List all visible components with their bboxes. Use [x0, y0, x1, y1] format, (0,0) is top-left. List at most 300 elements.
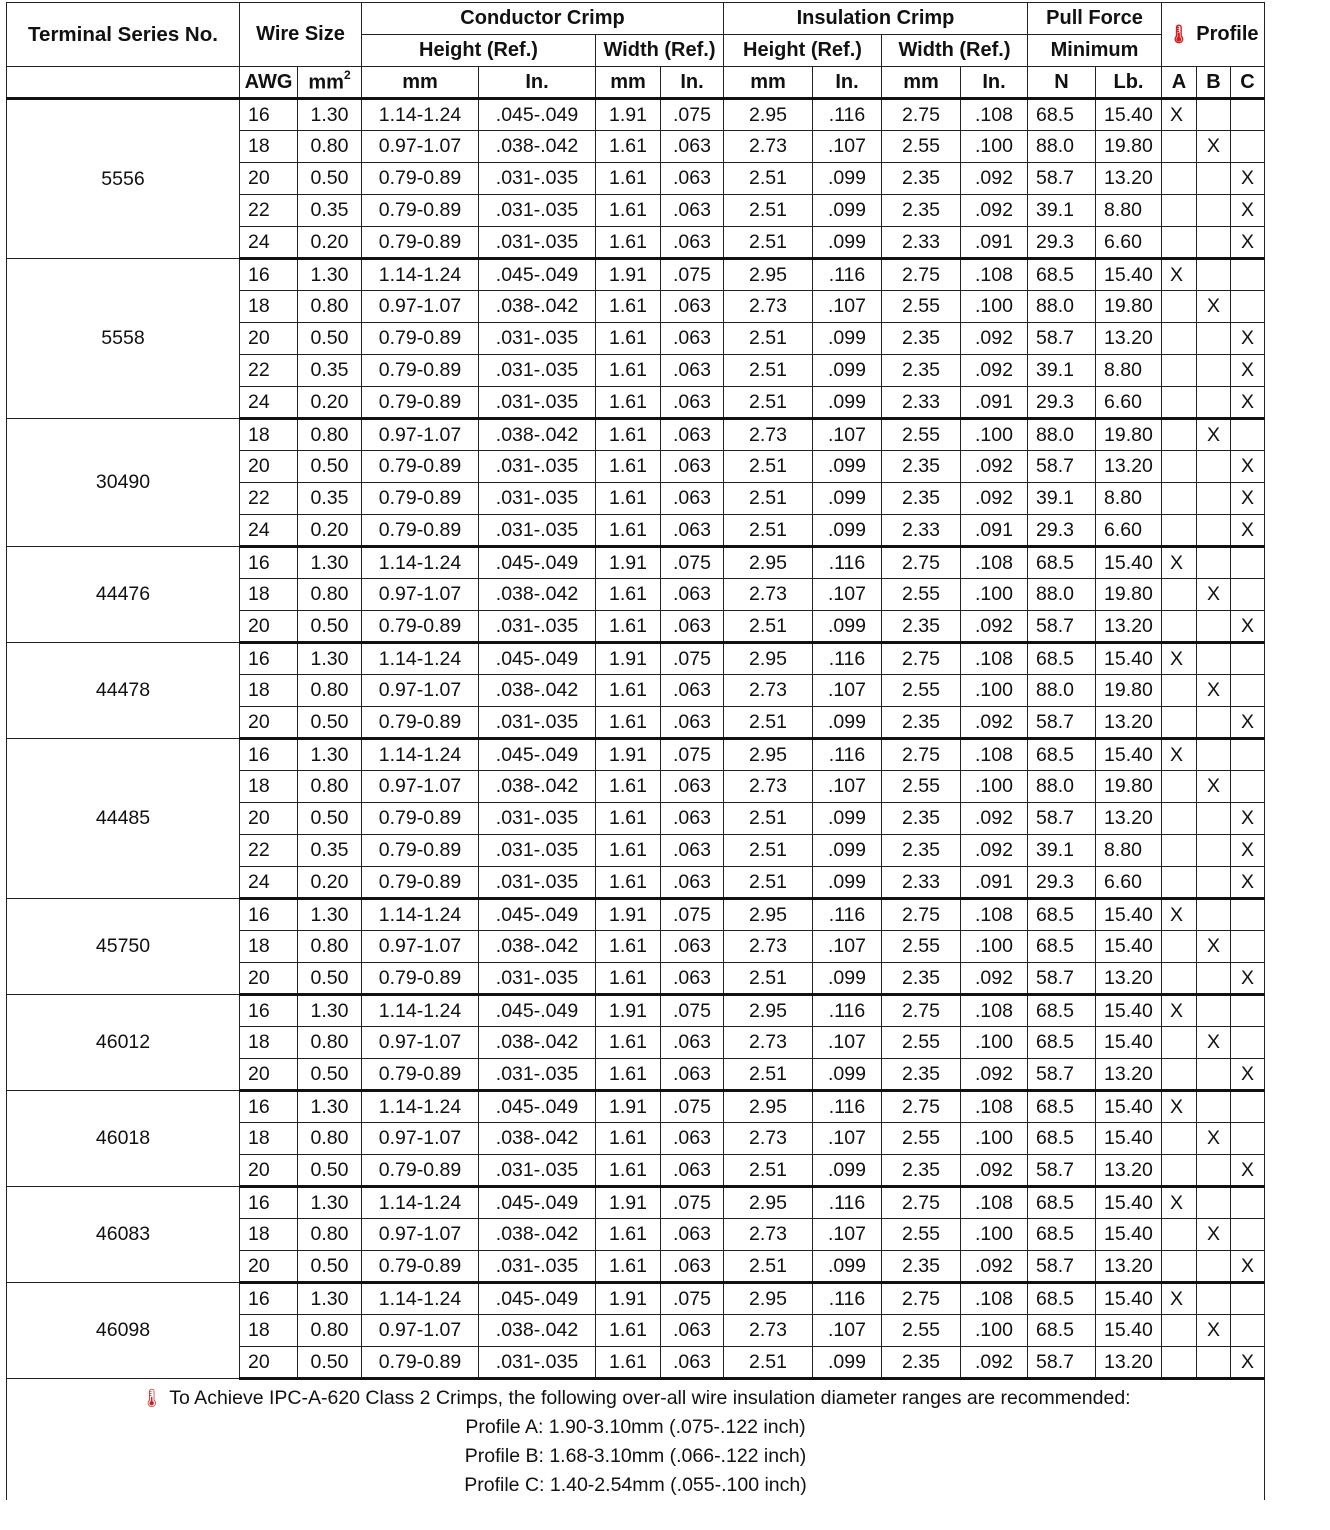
profile-mark-cell	[1197, 227, 1231, 259]
table-cell: 1.91	[596, 899, 661, 931]
profile-mark-cell	[1197, 451, 1231, 483]
table-cell: .099	[813, 195, 882, 227]
profile-mark-cell	[1197, 1091, 1231, 1123]
table-cell: 2.55	[882, 931, 961, 963]
terminal-series-cell: 30490	[7, 419, 240, 547]
table-cell: 1.61	[596, 579, 661, 611]
profile-mark-cell: X	[1197, 675, 1231, 707]
profile-mark-cell	[1162, 803, 1197, 835]
table-cell: .092	[961, 451, 1028, 483]
table-cell: 16	[240, 643, 298, 675]
terminal-series-cell: 45750	[7, 899, 240, 995]
table-cell: 0.79-0.89	[362, 163, 479, 195]
table-cell: 0.35	[298, 835, 362, 867]
table-cell: .031-.035	[479, 1347, 596, 1379]
table-cell: 0.79-0.89	[362, 483, 479, 515]
table-cell: .063	[661, 419, 724, 451]
pull-force-header: Pull Force	[1028, 3, 1162, 35]
table-cell: .063	[661, 451, 724, 483]
profile-mark-cell: X	[1231, 355, 1265, 387]
table-cell: 68.5	[1028, 643, 1096, 675]
table-cell: .038-.042	[479, 131, 596, 163]
profile-mark-cell: X	[1231, 387, 1265, 419]
table-cell: 0.20	[298, 867, 362, 899]
table-cell: 68.5	[1028, 1315, 1096, 1347]
table-cell: 13.20	[1096, 1347, 1162, 1379]
table-cell: 2.51	[724, 963, 813, 995]
profile-mark-cell	[1162, 1347, 1197, 1379]
table-cell: .092	[961, 611, 1028, 643]
table-cell: 18	[240, 931, 298, 963]
table-cell: .031-.035	[479, 707, 596, 739]
table-cell: .063	[661, 227, 724, 259]
table-cell: 20	[240, 707, 298, 739]
profile-mark-cell	[1231, 675, 1265, 707]
table-cell: 0.80	[298, 291, 362, 323]
table-cell: 19.80	[1096, 579, 1162, 611]
table-cell: .063	[661, 675, 724, 707]
table-row	[7, 643, 1265, 675]
table-cell: 1.61	[596, 323, 661, 355]
table-cell: 24	[240, 227, 298, 259]
thermometer-icon: 🌡	[1167, 24, 1191, 44]
table-cell: 0.50	[298, 323, 362, 355]
table-cell: 0.80	[298, 931, 362, 963]
terminal-series-cell: 44485	[7, 739, 240, 899]
table-cell: 1.14-1.24	[362, 99, 479, 131]
table-cell: 2.51	[724, 451, 813, 483]
table-cell: 2.73	[724, 131, 813, 163]
table-cell: .031-.035	[479, 963, 596, 995]
table-cell: 2.55	[882, 579, 961, 611]
table-cell: 2.51	[724, 355, 813, 387]
table-cell: 39.1	[1028, 355, 1096, 387]
table-row	[7, 739, 1265, 771]
table-cell: 2.73	[724, 291, 813, 323]
profile-mark-cell: X	[1231, 835, 1265, 867]
table-cell: .063	[661, 131, 724, 163]
profile-mark-cell: X	[1197, 1123, 1231, 1155]
table-cell: 2.95	[724, 1091, 813, 1123]
table-cell: 39.1	[1028, 195, 1096, 227]
table-cell: .038-.042	[479, 291, 596, 323]
table-cell: .116	[813, 1187, 882, 1219]
table-cell: 0.35	[298, 355, 362, 387]
table-cell: 18	[240, 1123, 298, 1155]
profile-mark-cell: X	[1231, 451, 1265, 483]
profile-mark-cell: X	[1231, 1251, 1265, 1283]
table-cell: .100	[961, 771, 1028, 803]
table-cell: .063	[661, 1059, 724, 1091]
profile-mark-cell: X	[1162, 643, 1197, 675]
table-cell: .031-.035	[479, 451, 596, 483]
table-cell: 2.73	[724, 1315, 813, 1347]
table-cell: .045-.049	[479, 99, 596, 131]
table-cell: 2.75	[882, 99, 961, 131]
table-cell: 2.75	[882, 995, 961, 1027]
table-cell: 1.61	[596, 419, 661, 451]
unit-header: In.	[813, 67, 882, 99]
table-cell: 20	[240, 1059, 298, 1091]
table-cell: .063	[661, 707, 724, 739]
table-cell: 2.51	[724, 835, 813, 867]
table-cell: 1.61	[596, 483, 661, 515]
table-cell: 1.61	[596, 675, 661, 707]
table-cell: 15.40	[1096, 1027, 1162, 1059]
terminal-series-cell: 5558	[7, 259, 240, 419]
table-cell: 16	[240, 1091, 298, 1123]
profile-mark-cell: X	[1162, 1091, 1197, 1123]
table-cell: 24	[240, 867, 298, 899]
profile-mark-cell	[1197, 355, 1231, 387]
table-cell: 0.79-0.89	[362, 707, 479, 739]
table-cell: 18	[240, 579, 298, 611]
table-cell: .100	[961, 291, 1028, 323]
table-cell: 0.80	[298, 579, 362, 611]
table-cell: 0.80	[298, 419, 362, 451]
table-cell: 2.95	[724, 1283, 813, 1315]
table-cell: 19.80	[1096, 675, 1162, 707]
table-cell: 2.35	[882, 163, 961, 195]
table-cell: .063	[661, 803, 724, 835]
table-cell: 1.61	[596, 1347, 661, 1379]
profile-mark-cell: X	[1197, 131, 1231, 163]
table-cell: 0.80	[298, 675, 362, 707]
table-cell: 20	[240, 1251, 298, 1283]
table-cell: 68.5	[1028, 1123, 1096, 1155]
insulation-height-header: Height (Ref.)	[724, 35, 882, 67]
profile-mark-cell: X	[1231, 803, 1265, 835]
table-cell: 1.14-1.24	[362, 643, 479, 675]
table-cell: 1.61	[596, 515, 661, 547]
profile-mark-cell	[1162, 1155, 1197, 1187]
profile-mark-cell	[1197, 611, 1231, 643]
unit-header: mm	[882, 67, 961, 99]
table-cell: 2.95	[724, 259, 813, 291]
table-cell: 2.55	[882, 291, 961, 323]
table-cell: 88.0	[1028, 419, 1096, 451]
table-cell: 15.40	[1096, 643, 1162, 675]
table-cell: 15.40	[1096, 1187, 1162, 1219]
table-cell: 68.5	[1028, 1091, 1096, 1123]
profile-mark-cell: X	[1231, 323, 1265, 355]
profile-mark-cell	[1197, 259, 1231, 291]
profile-mark-cell	[1162, 195, 1197, 227]
profile-mark-cell	[1162, 515, 1197, 547]
table-cell: .116	[813, 739, 882, 771]
table-cell: 2.55	[882, 419, 961, 451]
profile-mark-cell: X	[1231, 1155, 1265, 1187]
table-cell: 15.40	[1096, 739, 1162, 771]
table-cell: 1.14-1.24	[362, 899, 479, 931]
table-cell: 0.97-1.07	[362, 1123, 479, 1155]
table-cell: .116	[813, 259, 882, 291]
table-cell: 19.80	[1096, 291, 1162, 323]
table-cell: 1.61	[596, 771, 661, 803]
table-cell: .099	[813, 1155, 882, 1187]
table-cell: 2.75	[882, 643, 961, 675]
profile-mark-cell	[1162, 579, 1197, 611]
table-cell: .108	[961, 995, 1028, 1027]
table-cell: 13.20	[1096, 803, 1162, 835]
table-cell: 0.50	[298, 1347, 362, 1379]
table-cell: .099	[813, 611, 882, 643]
profile-mark-cell	[1162, 675, 1197, 707]
table-cell: .031-.035	[479, 1155, 596, 1187]
table-cell: 2.73	[724, 931, 813, 963]
table-cell: .063	[661, 771, 724, 803]
table-cell: 22	[240, 355, 298, 387]
table-cell: 1.61	[596, 1155, 661, 1187]
table-cell: 1.14-1.24	[362, 1187, 479, 1219]
table-cell: .063	[661, 931, 724, 963]
profile-mark-cell	[1162, 355, 1197, 387]
table-cell: .075	[661, 643, 724, 675]
table-cell: 0.50	[298, 803, 362, 835]
table-cell: 13.20	[1096, 163, 1162, 195]
table-cell: .092	[961, 835, 1028, 867]
table-cell: 1.30	[298, 547, 362, 579]
table-cell: .031-.035	[479, 803, 596, 835]
table-cell: 2.51	[724, 515, 813, 547]
table-cell: 19.80	[1096, 419, 1162, 451]
profile-mark-cell: X	[1197, 771, 1231, 803]
footnote-profile-b: Profile B: 1.68-3.10mm (.066-.122 inch)	[464, 1445, 807, 1467]
unit-header: Lb.	[1096, 67, 1162, 99]
table-cell: .063	[661, 1155, 724, 1187]
table-cell: 8.80	[1096, 195, 1162, 227]
table-cell: .045-.049	[479, 259, 596, 291]
table-cell: .100	[961, 131, 1028, 163]
terminal-series-cell: 5556	[7, 99, 240, 259]
table-cell: 68.5	[1028, 1283, 1096, 1315]
profile-mark-cell: X	[1231, 163, 1265, 195]
table-cell: .075	[661, 739, 724, 771]
table-cell: 2.55	[882, 675, 961, 707]
profile-mark-cell	[1162, 611, 1197, 643]
table-cell: 1.91	[596, 1283, 661, 1315]
table-cell: 16	[240, 259, 298, 291]
profile-mark-cell	[1231, 1283, 1265, 1315]
table-cell: 2.51	[724, 1251, 813, 1283]
table-cell: 15.40	[1096, 931, 1162, 963]
table-cell: 0.80	[298, 1219, 362, 1251]
table-cell: 1.61	[596, 451, 661, 483]
table-cell: 29.3	[1028, 867, 1096, 899]
table-cell: 18	[240, 675, 298, 707]
table-cell: .108	[961, 643, 1028, 675]
table-cell: 1.61	[596, 1123, 661, 1155]
table-cell: .031-.035	[479, 227, 596, 259]
table-cell: 1.61	[596, 291, 661, 323]
table-cell: 0.50	[298, 611, 362, 643]
table-cell: 2.55	[882, 131, 961, 163]
table-cell: 2.51	[724, 611, 813, 643]
profile-mark-cell: X	[1197, 291, 1231, 323]
table-cell: 1.30	[298, 259, 362, 291]
table-cell: 2.75	[882, 259, 961, 291]
table-cell: 0.50	[298, 163, 362, 195]
table-cell: 2.75	[882, 547, 961, 579]
table-cell: .107	[813, 1123, 882, 1155]
table-cell: 1.30	[298, 899, 362, 931]
unit-header: mm	[362, 67, 479, 99]
table-cell: 68.5	[1028, 899, 1096, 931]
insulation-crimp-header: Insulation Crimp	[724, 3, 1028, 35]
table-cell: 19.80	[1096, 771, 1162, 803]
table-cell: .100	[961, 1219, 1028, 1251]
profile-mark-cell	[1162, 1315, 1197, 1347]
unit-header: In.	[961, 67, 1028, 99]
table-cell: 58.7	[1028, 323, 1096, 355]
table-cell: .100	[961, 675, 1028, 707]
table-cell: 6.60	[1096, 515, 1162, 547]
table-cell: 58.7	[1028, 803, 1096, 835]
table-cell: .099	[813, 963, 882, 995]
profile-b-header: B	[1197, 67, 1231, 99]
terminal-series-cell: 44478	[7, 643, 240, 739]
table-cell: .075	[661, 547, 724, 579]
table-cell: 2.75	[882, 1187, 961, 1219]
profile-mark-cell: X	[1162, 547, 1197, 579]
profile-mark-cell	[1197, 1283, 1231, 1315]
table-cell: .031-.035	[479, 387, 596, 419]
profile-mark-cell: X	[1231, 1347, 1265, 1379]
table-cell: 0.97-1.07	[362, 931, 479, 963]
table-cell: 2.35	[882, 355, 961, 387]
table-row	[7, 259, 1265, 291]
table-cell: 8.80	[1096, 835, 1162, 867]
table-cell: .045-.049	[479, 739, 596, 771]
awg-header: AWG	[240, 67, 298, 99]
table-cell: 29.3	[1028, 387, 1096, 419]
table-cell: 1.14-1.24	[362, 1283, 479, 1315]
table-cell: 2.75	[882, 1091, 961, 1123]
table-cell: 1.91	[596, 643, 661, 675]
table-cell: .099	[813, 803, 882, 835]
table-cell: .063	[661, 1123, 724, 1155]
table-cell: .063	[661, 515, 724, 547]
table-cell: 2.33	[882, 227, 961, 259]
table-cell: 68.5	[1028, 99, 1096, 131]
table-cell: 15.40	[1096, 899, 1162, 931]
table-cell: 19.80	[1096, 131, 1162, 163]
table-cell: 2.35	[882, 611, 961, 643]
table-cell: 68.5	[1028, 259, 1096, 291]
table-cell: 88.0	[1028, 771, 1096, 803]
table-cell: 0.97-1.07	[362, 771, 479, 803]
table-cell: 58.7	[1028, 611, 1096, 643]
profile-mark-cell	[1197, 547, 1231, 579]
profile-mark-cell	[1231, 259, 1265, 291]
profile-mark-cell: X	[1162, 99, 1197, 131]
table-cell: .099	[813, 1347, 882, 1379]
table-cell: 18	[240, 771, 298, 803]
table-cell: 2.51	[724, 803, 813, 835]
table-row	[7, 1283, 1265, 1315]
table-cell: 0.79-0.89	[362, 835, 479, 867]
profile-mark-cell	[1231, 1123, 1265, 1155]
table-cell: 15.40	[1096, 259, 1162, 291]
table-cell: .116	[813, 99, 882, 131]
profile-mark-cell	[1231, 643, 1265, 675]
table-cell: .091	[961, 227, 1028, 259]
table-cell: 20	[240, 803, 298, 835]
table-cell: .108	[961, 99, 1028, 131]
table-cell: 13.20	[1096, 323, 1162, 355]
table-cell: 2.55	[882, 771, 961, 803]
table-cell: .099	[813, 483, 882, 515]
table-cell: .092	[961, 963, 1028, 995]
table-cell: .099	[813, 707, 882, 739]
table-cell: .092	[961, 195, 1028, 227]
table-cell: .099	[813, 227, 882, 259]
profile-mark-cell	[1197, 867, 1231, 899]
table-cell: .031-.035	[479, 163, 596, 195]
table-cell: 2.51	[724, 1155, 813, 1187]
table-cell: 2.35	[882, 1251, 961, 1283]
table-cell: .063	[661, 1219, 724, 1251]
table-cell: .107	[813, 1219, 882, 1251]
table-cell: 18	[240, 1219, 298, 1251]
table-cell: .063	[661, 1315, 724, 1347]
profile-mark-cell	[1197, 99, 1231, 131]
profile-mark-cell	[1231, 419, 1265, 451]
table-row	[7, 1187, 1265, 1219]
table-cell: 58.7	[1028, 1251, 1096, 1283]
table-cell: 0.35	[298, 483, 362, 515]
table-cell: 2.51	[724, 1347, 813, 1379]
table-cell: .031-.035	[479, 867, 596, 899]
profile-mark-cell	[1197, 803, 1231, 835]
footnote	[7, 1379, 1265, 1501]
table-cell: .100	[961, 579, 1028, 611]
unit-header: mm	[596, 67, 661, 99]
table-cell: 13.20	[1096, 611, 1162, 643]
profile-mark-cell: X	[1231, 867, 1265, 899]
profile-mark-cell	[1162, 771, 1197, 803]
table-cell: .116	[813, 995, 882, 1027]
table-cell: .099	[813, 163, 882, 195]
table-cell: .038-.042	[479, 419, 596, 451]
footnote-intro: To Achieve IPC-A-620 Class 2 Crimps, the following over-all wire insulation diameter ranges are recommended:	[169, 1387, 1131, 1409]
table-cell: 0.97-1.07	[362, 291, 479, 323]
table-cell: 2.95	[724, 99, 813, 131]
table-cell: 68.5	[1028, 547, 1096, 579]
table-cell: 1.61	[596, 355, 661, 387]
table-cell: .063	[661, 387, 724, 419]
insulation-width-header: Width (Ref.)	[882, 35, 1028, 67]
table-cell: 2.75	[882, 1283, 961, 1315]
table-cell: 1.61	[596, 867, 661, 899]
table-cell: .038-.042	[479, 1219, 596, 1251]
table-cell: .107	[813, 771, 882, 803]
profile-mark-cell	[1162, 1059, 1197, 1091]
unit-header: N	[1028, 67, 1096, 99]
table-cell: 2.75	[882, 739, 961, 771]
table-cell: .031-.035	[479, 835, 596, 867]
table-cell: .063	[661, 611, 724, 643]
table-cell: .100	[961, 1315, 1028, 1347]
profile-mark-cell: X	[1231, 963, 1265, 995]
table-cell: 1.61	[596, 1027, 661, 1059]
conductor-width-header: Width (Ref.)	[596, 35, 724, 67]
profile-mark-cell: X	[1231, 707, 1265, 739]
profile-mark-cell	[1197, 1251, 1231, 1283]
table-cell: 1.61	[596, 707, 661, 739]
profile-mark-cell	[1197, 323, 1231, 355]
table-cell: .107	[813, 1315, 882, 1347]
